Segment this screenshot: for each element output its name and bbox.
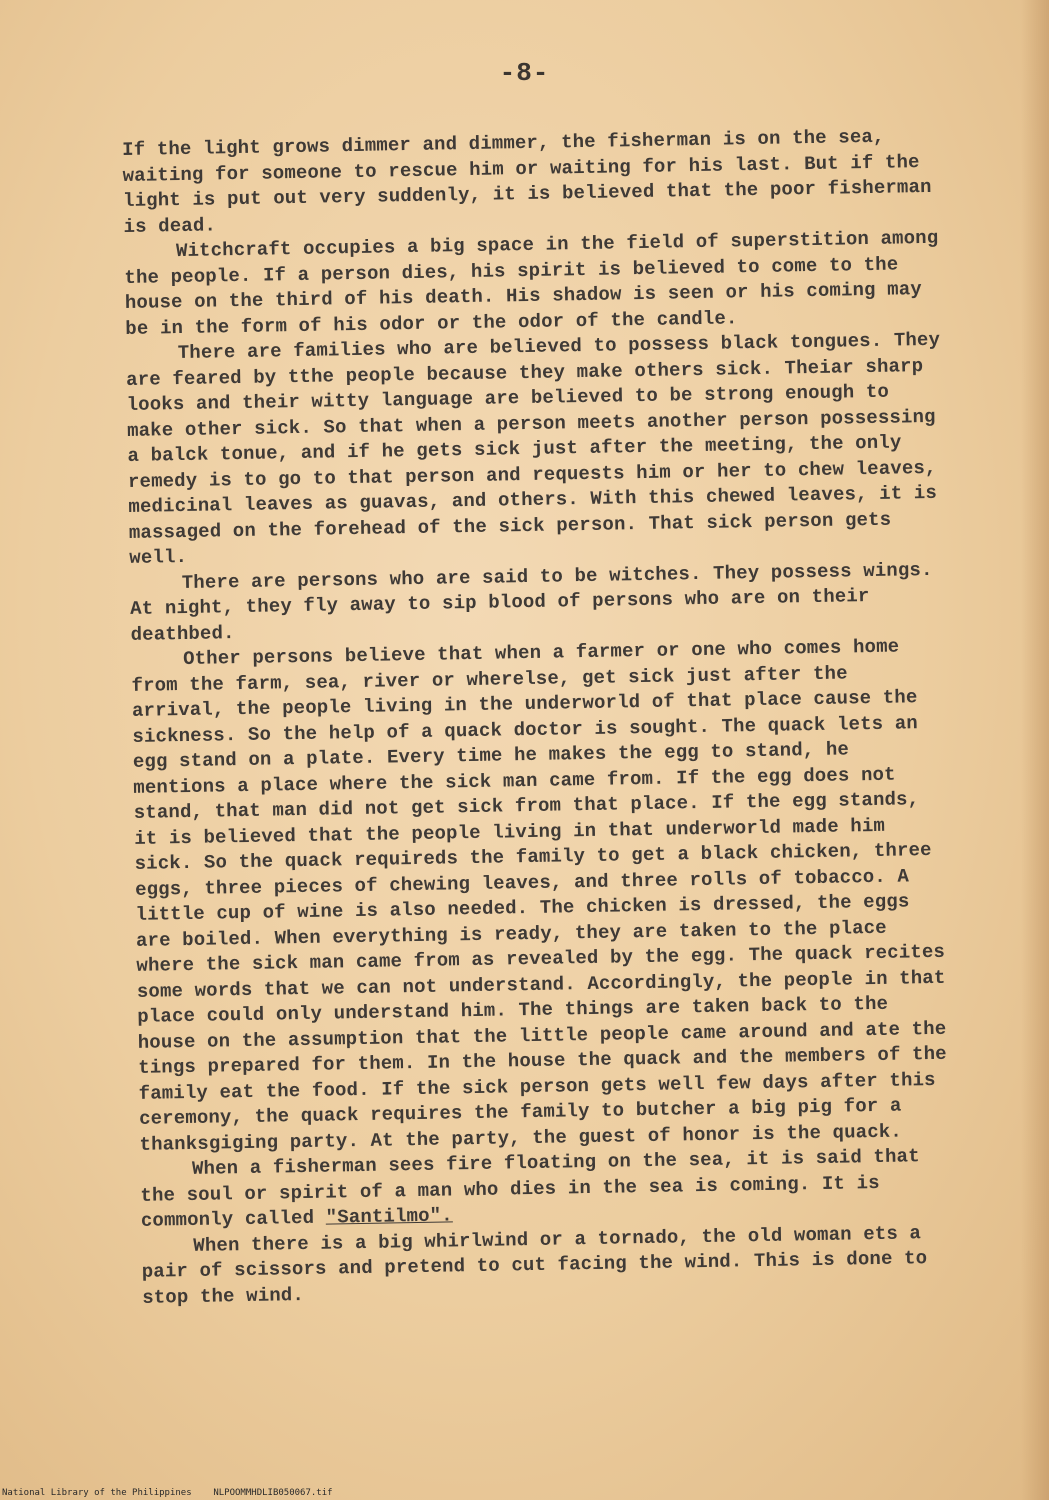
footer-source: National Library of the Philippines [2, 1488, 192, 1498]
paragraph-4: There are persons who are said to be witches. They possess wings. At night, they fly away to sip blood of persons who are on their deathbed. [130, 558, 933, 646]
paragraph-2: Witchcraft occupies a big space in the field of superstition among the people. If a person dies, his spirit is believed to come to the house on the third of his death. His shadow is seen or his coming may be in the form of his odor or the odor of the candle. [124, 226, 939, 340]
paragraph-6 [140, 1144, 956, 1235]
document-body [122, 124, 957, 1311]
paragraph-6-text: When a fisherman sees fire floating on the sea, it is said that the soul or spirit of a man who dies in the sea is coming. It is commonly called [140, 1145, 920, 1232]
footer-file-id: NLPOOMMHDLIB050067.tif [213, 1488, 333, 1498]
paragraph-7: When there is a big whirlwind or a tornado, the old woman ets a pair of scissors and pretend to cut facing the wind. This is done to stop the wind. [141, 1221, 928, 1309]
paragraph-3: There are families who are believed to possess black tongues. They are feared by tthe people because they make others sick. Theiar sharp looks and their witty language are believed to be strong enough to make other sick. So that when a person meets another person possessing a balck tonue, and if he gets sick just after the meeting, the only remedy is to go to that person and requests him or her to chew leaves, medicinal leaves as guavas, and others. With this chewed leaves, it is massaged on the forehead of the sick person. That sick person gets well. [126, 328, 941, 569]
scan-footer [2, 1488, 333, 1498]
paragraph-1: If the light grows dimmer and dimmer, the fisherman is on the sea, waiting for someone to rescue him or waiting for his last. But if the light is put out very suddenly, it is believed that the poor fisherman is dead. [122, 125, 932, 238]
paragraph-5: Other persons believe that when a farmer or one who comes home from the farm, sea, river or wherelse, get sick just after the arrival, the people living in the underworld of that place cause the sickness. So the help of a quack doctor is sought. The quack lets an egg stand on a plate. Every time he makes the egg to stand, he mentions a place where the sick man came from. If the egg does not stand, that man did not get sick from that place. If the egg stands, it is believed that the people living in that underworld made him sick. So the quack requireds the family to get a black chicken, three eggs, three pieces of chewing leaves, and three rolls of tobacco. A little cup of wine is also needed. The chicken is dressed, the eggs are boiled. When everything is ready, they are taken to the place where the sick man came from as revealed by the egg. The quack recites some words that we can not understand. Accordingly, the people in that place could only understand him. The things are taken back to the house on the assumption that the little people came around and ate the tings prepared for them. In the house the quack and the members of the family eat the food. If the sick person gets well few days after this ceremony, the quack requires the family to butcher a big pig for a thanksgiging party. At the party, the guest of honor is the quack. [131, 635, 947, 1156]
page-number: -8- [499, 58, 550, 88]
santilmo-term: "Santilmo". [325, 1204, 453, 1229]
